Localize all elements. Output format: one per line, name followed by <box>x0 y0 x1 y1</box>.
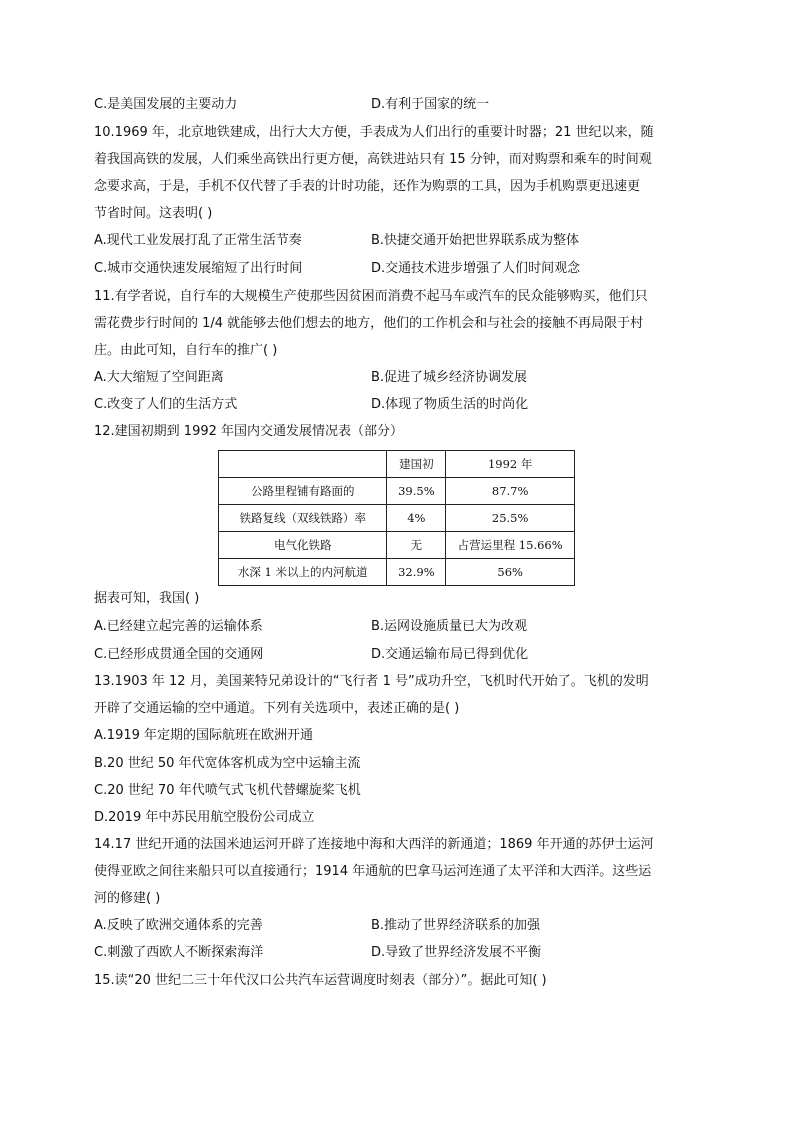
q11-stem-line-2: 需花费步行时间的 1/4 就能够去他们想去的地方，他们的工作机会和与社会的接触不再局限于村 <box>94 316 644 331</box>
q12-option-b[interactable]: B.运网设施质量已大为改观 <box>371 619 528 634</box>
q14-stem-line-1: 14.17 世纪开通的法国米迪运河开辟了连接地中海和大西洋的新通道；1869 年开通的苏伊士运河 <box>94 837 654 852</box>
q13-stem-line-1: 13.1903 年 12 月，美国莱特兄弟设计的“飞行者 1 号”成功升空，飞机时代开始了。飞机的发明 <box>94 674 649 689</box>
table-cell: 4% <box>387 505 446 532</box>
q11-option-d[interactable]: D.体现了物质生活的时尚化 <box>371 397 529 412</box>
q14-option-d[interactable]: D.导致了世界经济发展不平衡 <box>371 945 542 960</box>
q10-option-b[interactable]: B.快捷交通开始把世界联系成为整体 <box>371 233 580 248</box>
q11-stem-line-3: 庄。由此可知，自行车的推广( ) <box>94 343 278 358</box>
q11-stem-line-1: 11.有学者说，自行车的大规模生产使那些因贫困而消费不起马车或汽车的民众能够购买，他们只 <box>94 289 648 304</box>
q12-title: 12.建国初期到 1992 年国内交通发展情况表（部分） <box>94 424 404 439</box>
q10-stem-line-4: 节省时间。这表明( ) <box>94 206 213 221</box>
q10-stem-line-2: 着我国高铁的发展，人们乘坐高铁出行更方便，高铁进站只有 15 分钟，而对购票和乘车的时间观 <box>94 152 652 167</box>
table-cell: 39.5% <box>387 478 446 505</box>
q13-option-d[interactable]: D.2019 年中苏民用航空股份公司成立 <box>94 810 315 825</box>
q14-option-c[interactable]: C.刺激了西欧人不断探索海洋 <box>94 945 264 960</box>
q13-stem-line-2: 开辟了交通运输的空中通道。下列有关选项中，表述正确的是( ) <box>94 701 460 716</box>
q11-option-b[interactable]: B.促进了城乡经济协调发展 <box>371 370 528 385</box>
q12-stem: 据表可知，我国( ) <box>94 591 200 606</box>
q13-option-a[interactable]: A.1919 年定期的国际航班在欧洲开通 <box>94 728 314 743</box>
q10-stem-line-3: 念要求高，于是，手机不仅代替了手表的计时功能，还作为购票的工具，因为手机购票更迅速更 <box>94 179 641 194</box>
table-cell: 电气化铁路 <box>219 532 387 559</box>
table-row <box>219 505 575 532</box>
table-cell: 无 <box>387 532 446 559</box>
q15-stem: 15.读“20 世纪二三十年代汉口公共汽车运营调度时刻表（部分）”。据此可知( ) <box>94 973 547 988</box>
table-cell: 铁路复线（双线铁路）率 <box>219 505 387 532</box>
table-header-cell: 建国初 <box>387 451 446 478</box>
table-header-row <box>219 451 575 478</box>
table-row <box>219 559 575 586</box>
q10-option-d[interactable]: D.交通技术进步增强了人们时间观念 <box>371 261 581 276</box>
q10-stem-line-1: 10.1969 年，北京地铁建成，出行大大方便，手表成为人们出行的重要计时器；21 世纪以来，随 <box>94 125 654 140</box>
q12-option-a[interactable]: A.已经建立起完善的运输体系 <box>94 619 263 634</box>
table-cell: 25.5% <box>446 505 575 532</box>
table-cell: 公路里程铺有路面的 <box>219 478 387 505</box>
q11-option-c[interactable]: C.改变了人们的生活方式 <box>94 397 238 412</box>
q14-stem-line-3: 河的修建( ) <box>94 891 161 906</box>
q14-option-a[interactable]: A.反映了欧洲交通体系的完善 <box>94 918 263 933</box>
transport-table <box>218 450 575 586</box>
table-row <box>219 532 575 559</box>
q13-option-b[interactable]: B.20 世纪 50 年代宽体客机成为空中运输主流 <box>94 756 361 771</box>
q10-option-c[interactable]: C.城市交通快速发展缩短了出行时间 <box>94 261 303 276</box>
q14-option-b[interactable]: B.推动了世界经济联系的加强 <box>371 918 541 933</box>
table-row <box>219 478 575 505</box>
q11-option-a[interactable]: A.大大缩短了空间距离 <box>94 370 224 385</box>
q9-option-d[interactable]: D.有利于国家的统一 <box>371 97 490 112</box>
q9-option-c[interactable]: C.是美国发展的主要动力 <box>94 97 238 112</box>
table-cell: 87.7% <box>446 478 575 505</box>
table-cell: 水深 1 米以上的内河航道 <box>219 559 387 586</box>
q14-stem-line-2: 使得亚欧之间往来船只可以直接通行；1914 年通航的巴拿马运河连通了太平洋和大西洋。这些运 <box>94 864 652 879</box>
q12-option-c[interactable]: C.已经形成贯通全国的交通网 <box>94 647 264 662</box>
table-cell: 32.9% <box>387 559 446 586</box>
q12-option-d[interactable]: D.交通运输布局已得到优化 <box>371 647 529 662</box>
table-cell: 占营运里程 15.66% <box>446 532 575 559</box>
q13-option-c[interactable]: C.20 世纪 70 年代喷气式飞机代替螺旋桨飞机 <box>94 783 361 798</box>
table-header-cell: 1992 年 <box>446 451 575 478</box>
table-cell: 56% <box>446 559 575 586</box>
q10-option-a[interactable]: A.现代工业发展打乱了正常生活节奏 <box>94 233 302 248</box>
table-header-cell <box>219 451 387 478</box>
